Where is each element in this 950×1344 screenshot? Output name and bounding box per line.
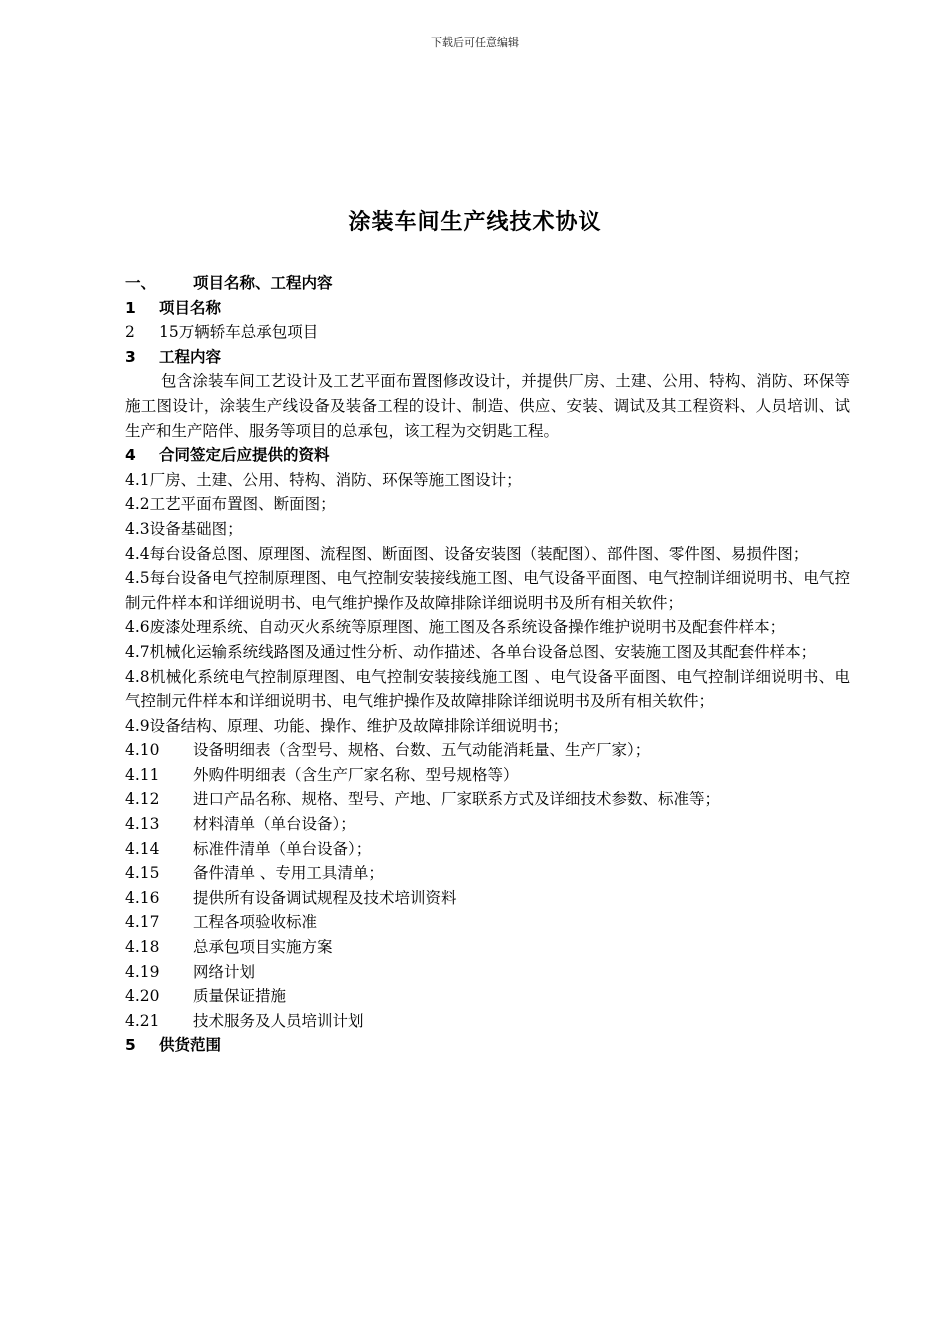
list-item: 4.7机械化运输系统线路图及通过性分析、动作描述、各单台设备总图、安装施工图及其配套件样本； — [125, 642, 817, 661]
item-text: 材料清单（单台设备）； — [193, 815, 356, 834]
list-item — [125, 960, 850, 985]
item-text: 质量保证措施 — [193, 987, 287, 1006]
header-note: 下载后可任意编辑 — [431, 36, 519, 49]
item-number: 4.16 — [125, 888, 160, 907]
item-text: 提供所有设备调试规程及技术培训资料 — [193, 888, 457, 907]
list-item — [125, 935, 850, 960]
item-text: 外购件明细表（含生产厂家名称、型号规格等） — [193, 765, 519, 784]
item-text: 技术服务及人员培训计划 — [193, 1011, 364, 1030]
item-project-title — [125, 320, 850, 345]
heading-label: 供货范围 — [159, 1036, 222, 1055]
heading-label: 项目名称 — [159, 298, 222, 317]
heading-number: 5 — [125, 1036, 136, 1055]
heading-work-content — [125, 345, 850, 370]
item-text: 总承包项目实施方案 — [193, 938, 333, 957]
heading-number: 4 — [125, 446, 136, 465]
item-text: 工程各项验收标准 — [193, 913, 318, 932]
heading-project-name — [125, 296, 850, 321]
list-item — [125, 763, 850, 788]
heading-supply-scope — [125, 1033, 850, 1058]
section-number: 一、 — [125, 274, 157, 292]
list-item: 4.6废漆处理系统、自动灭火系统等原理图、施工图及各系统设备操作维护说明书及配套件样本； — [125, 618, 786, 637]
list-item — [125, 984, 850, 1009]
list-item: 4.9设备结构、原理、功能、操作、维护及故障排除详细说明书； — [125, 716, 569, 735]
heading-deliverables — [125, 443, 850, 468]
item-number: 4.15 — [125, 864, 160, 883]
list-item — [125, 738, 850, 763]
item-number: 4.11 — [125, 765, 160, 784]
list-item — [125, 837, 850, 862]
item-text: 备件清单 、专用工具清单； — [193, 864, 384, 883]
list-item: 4.5每台设备电气控制原理图、电气控制安装接线施工图、电气设备平面图、电气控制详细说明书、电气控制元件样本和详细说明书、电气维护操作及故障排除详细说明书及所有相关软件； — [125, 569, 850, 612]
item-number: 4.17 — [125, 913, 160, 932]
item-number: 4.14 — [125, 839, 160, 858]
heading-number: 1 — [125, 298, 136, 317]
work-content-paragraph: 包含涂装车间工艺设计及工艺平面布置图修改设计，并提供厂房、土建、公用、特构、消防、环保等施工图设计，涂装生产线设备及装备工程的设计、制造、供应、安装、调试及其工程资料、人员培训、试生产和生产陪伴、服务等项目的总承包，该工程为交钥匙工程。 — [125, 372, 850, 440]
item-number: 4.13 — [125, 815, 160, 834]
heading-label: 工程内容 — [159, 347, 222, 366]
list-item — [125, 910, 850, 935]
list-item — [125, 812, 850, 837]
section-label: 项目名称、工程内容 — [193, 274, 333, 292]
item-number: 4.20 — [125, 987, 160, 1006]
item-number: 4.21 — [125, 1011, 160, 1030]
list-item: 4.8机械化系统电气控制原理图、电气控制安装接线施工图 、电气设备平面图、电气控制详细说明书、电气控制元件样本和详细说明书、电气维护操作及故障排除详细说明书及所有相关软件； — [125, 667, 850, 711]
section-heading-1 — [125, 271, 850, 296]
item-number: 2 — [125, 323, 135, 342]
item-text: 网络计划 — [193, 962, 256, 981]
document-title: 涂装车间生产线技术协议 — [348, 210, 602, 235]
heading-number: 3 — [125, 347, 136, 366]
item-number: 4.18 — [125, 938, 160, 957]
item-text: 标准件清单（单台设备）； — [193, 839, 372, 858]
list-item — [125, 886, 850, 911]
list-item — [125, 861, 850, 886]
list-item — [125, 1009, 850, 1034]
item-number: 4.10 — [125, 741, 160, 760]
item-number: 4.12 — [125, 790, 160, 809]
heading-label: 合同签定后应提供的资料 — [159, 446, 330, 465]
list-item: 4.2工艺平面布置图、断面图； — [125, 495, 336, 514]
list-item: 4.4每台设备总图、原理图、流程图、断面图、设备安装图（装配图）、部件图、零件图、易损件图； — [125, 544, 809, 563]
item-number: 4.19 — [125, 962, 160, 981]
list-item — [125, 787, 850, 812]
item-text: 15万辆轿车总承包项目 — [159, 323, 319, 342]
item-text: 进口产品名称、规格、型号、产地、厂家联系方式及详细技术参数、标准等； — [193, 790, 721, 809]
list-item: 4.1厂房、土建、公用、特构、消防、环保等施工图设计； — [125, 470, 522, 489]
document-body — [125, 271, 850, 1058]
list-item: 4.3设备基础图； — [125, 519, 243, 538]
item-text: 设备明细表（含型号、规格、台数、五气动能消耗量、生产厂家）； — [193, 741, 651, 760]
